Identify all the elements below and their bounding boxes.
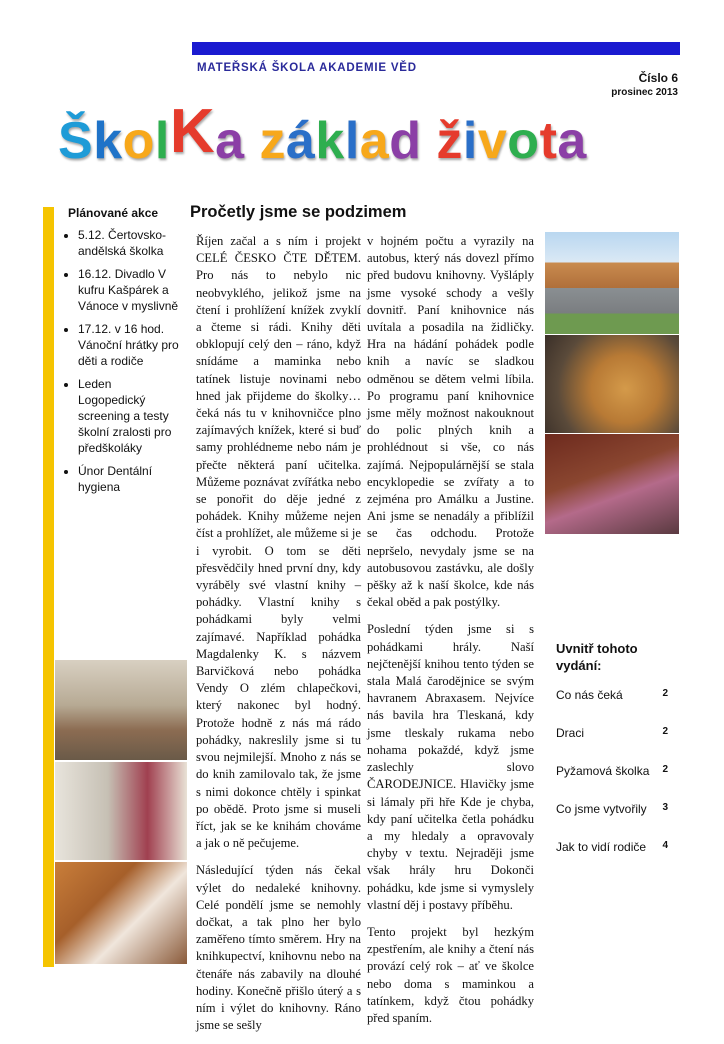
- toc-title: Uvnitř tohoto vydání:: [556, 641, 638, 673]
- children-walking-photo: [545, 434, 679, 534]
- reading-together-photo: [55, 862, 187, 964]
- masthead-letter: o: [122, 112, 155, 170]
- sidebar-accent-bar: [43, 207, 54, 967]
- event-item: • 17.12. v 16 hod. Vánoční hrátky pro děti a rodiče: [78, 321, 182, 369]
- event-item: • 5.12. Čertovsko-andělská školka: [78, 227, 182, 259]
- masthead-letter: [421, 111, 436, 171]
- table-of-contents: [556, 640, 666, 878]
- toc-item[interactable]: [556, 802, 666, 840]
- article-paragraph: v hojném počtu a vyrazily na autobus, který nás dovezl přímo před budovu knihovny. Vyšláply jsme vysoké schody a vešly dovnitř. Paní knihovnice nás uvítala a posadila na židličky. Hra na hádání pohádek podle knih a navíc se sladkou odměnou se dětem velmi líbila. Po programu paní knihovnice jsme měly možnost nakouknout do polic plných knih a prohlédnout si vše, co nás zajímá. Nejpopulárnější se stala encyklopedie se zvířaty a to zejména pro Amálku a Justine. Ani jsme se nenadály a přiblížil se čas odchodu. Protože nepršelo, nevydaly jsme se na autobusovou zastávku, ale došly pěšky až k naší školce, kde nás čekal oběd a pak postýlky.: [367, 234, 534, 610]
- toc-item-page: 2: [662, 726, 668, 737]
- toc-item[interactable]: [556, 840, 666, 878]
- masthead-letter: á: [285, 112, 316, 170]
- issue-date: prosinec 2013: [611, 87, 678, 98]
- masthead-letter: l: [154, 112, 170, 170]
- article-paragraph: Následující týden nás čekal výlet do nedaleké knihovny. Celé pondělí jsme se nemohly dočkat, a tak plno her bylo zaměřeno tímto směrem. Hry na knihkupectví, knihovnu nebo na čtenáře nás zabavily na dlouhé hodiny. Konečně přišlo úterý a s ním i výlet do knihovny. Ráno jsme se sešly: [196, 863, 361, 1033]
- article-paragraph: Tento projekt byl hezkým zpestřením, ale knihy a čtení nás provází celý rok – ať ve školce nebo doma s maminkou a tatínkem, když čtou pohádky před spaním.: [367, 924, 534, 1025]
- toc-item-page: 3: [662, 802, 668, 813]
- article-column-2: [367, 233, 534, 1037]
- children-at-table-photo: [545, 335, 679, 433]
- masthead-letter: d: [389, 112, 422, 170]
- event-item: • 16.12. Divadlo V kufru Kašpárek a Vánoce v myslivně: [78, 266, 182, 314]
- newsletter-masthead: [58, 97, 587, 171]
- toc-item-label: Jak to vidí rodiče: [556, 840, 647, 854]
- toc-item-page: 2: [662, 764, 668, 775]
- masthead-letter: Š: [58, 112, 94, 170]
- article-paragraph: Říjen začal a s ním i projekt CELÉ ČESKO ČTE DĚTEM. Pro nás to nebylo nic neobvyklého, jelikož jsme na čtení i prohlížení knížek zvyklí a čteme si rádi. Knihy děti obklopují celý den – ráno, když snídáme a maminka nebo tatínek listuje novinami nebo hned jak přijdeme do školky… čeká nás tu v knihovničce plno zajímavých knížek, které si buď samy prohlédneme nebo nám je přečte některá paní učitelka. Můžeme poznávat zvířátka nebo se ponořit do děje jedné z pohádek. Knihy můžeme nejen číst a prohlížet, ale můžeme si je i vyrobit. O tom se děti přesvědčily hned první dny, kdy vyráběly své vlastní knihy – pohádky. Vlastní knihy s pohádkami byly velmi zajímavé. Například pohádka Magdalenky K. s názvem Barvičková nebo pohádka Vendy O zlém chlapečkovi, který nakonec byl hodný. Protože hodně z nás má rádo pohádky, nakreslily jsme si tu svou nejmilejší. Mnoho z nás se do knih zamilovalo tak, že jsme s nimi dokonce chtěly i spinkat po obědě. Proto jsme si museli říct, jak se ke knihám chováme a jak o ně pečujeme.: [196, 234, 361, 851]
- masthead-letter: v: [477, 112, 508, 170]
- masthead-letter: ž: [436, 112, 463, 170]
- library-building-photo: [545, 232, 679, 334]
- masthead-letter: K: [169, 97, 216, 166]
- toc-item-page: 2: [662, 688, 668, 699]
- school-name: MATEŘSKÁ ŠKOLA AKADEMIE VĚD: [197, 62, 417, 74]
- planned-events-sidebar: [62, 205, 182, 502]
- masthead-letter: t: [539, 112, 558, 170]
- article-column-1: [196, 233, 361, 1044]
- article-paragraph: Poslední týden jsme si s pohádkami hrály. Naší nejčtenější knihou tento týden se stala Malá čarodějnice se svým havranem Abraxasem. Nejvíce nás bavila hra Tleskaná, kdy jsme tleskaly rukama nebo nohama pokaždé, když jsme zaslechly slovo ČARODEJNICE. Hlavičky jsme si lámaly při hře Kde je chyba, kdy paní učitelka četla pohádku a my hledaly a opravovaly chyby v textu. Nejraději jsme však hrály hru Dokonči pohádku, kde jsme si vymyslely vlastní děj i postavy příběhu.: [367, 622, 534, 912]
- masthead-letter: [245, 111, 260, 171]
- masthead-letter: o: [507, 112, 540, 170]
- toc-item[interactable]: [556, 726, 666, 764]
- issue-number: Číslo 6: [638, 71, 678, 85]
- issue-info: [611, 71, 678, 98]
- masthead-letter: i: [462, 112, 478, 170]
- toc-item-label: Pyžamová školka: [556, 764, 650, 778]
- children-in-library-photo: [55, 660, 187, 760]
- masthead-letter: a: [215, 112, 245, 170]
- masthead-letter: k: [315, 112, 345, 170]
- sidebar-title: Plánované akce: [68, 206, 159, 220]
- masthead-letter: l: [344, 112, 360, 170]
- masthead-letter: a: [557, 112, 587, 170]
- toc-item[interactable]: [556, 764, 666, 802]
- masthead-letter: k: [93, 112, 123, 170]
- child-with-book-photo: [55, 762, 187, 860]
- toc-item-label: Draci: [556, 726, 585, 740]
- masthead-letter: z: [259, 112, 286, 170]
- header-blue-bar: [192, 42, 680, 55]
- event-item: • Únor Dentální hygiena: [78, 463, 182, 495]
- toc-item-page: 4: [662, 840, 668, 851]
- event-item: • Leden Logopedický screening a testy školní zralosti pro předškoláky: [78, 376, 182, 456]
- toc-item-label: Co jsme vytvořily: [556, 802, 647, 816]
- toc-item[interactable]: [556, 688, 666, 726]
- article-title: Pročetly jsme se podzimem: [190, 203, 407, 221]
- masthead-letter: a: [359, 112, 390, 170]
- toc-item-label: Co nás čeká: [556, 688, 623, 702]
